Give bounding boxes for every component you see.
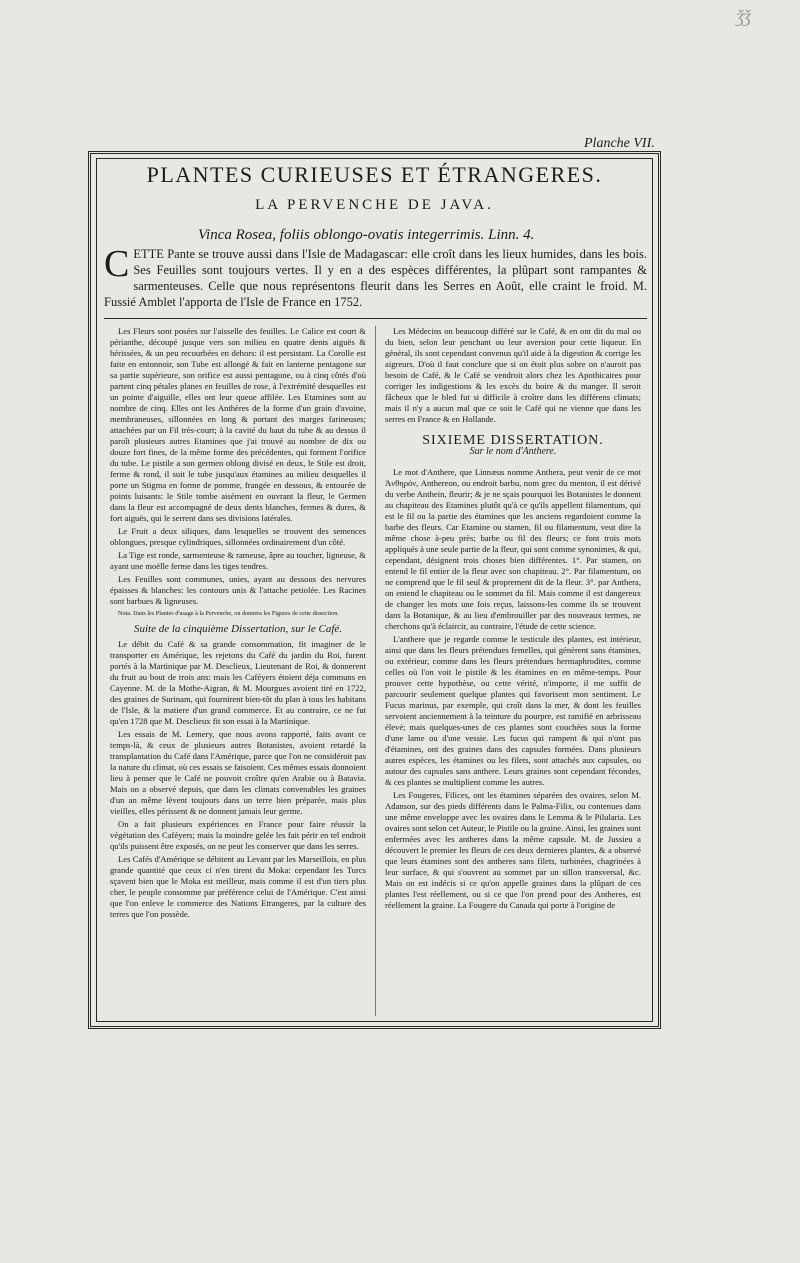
section-heading: Suite de la cinquième Dissertation, sur le Café. — [133, 622, 343, 635]
drop-cap: C — [104, 243, 130, 285]
body-paragraph: On a fait plusieurs expériences en France pour faire réussir la végétation des Caféyers; mais la moindre gelée les fait périr en tel endroit qu'ils puissent être exposés, on ne peut les conserver que dans les serres. — [110, 818, 366, 851]
page-title: PLANTES CURIEUSES ET ÉTRANGERES. — [146, 162, 603, 187]
body-paragraph: L'anthere que je regarde comme le testicule des plantes, est intérieur, ainsi que dans les fleurs prétendues femelles, qui génèrent sans étamines, ou extérieur, comme dans les fleurs prétendues hermaphrodites, comme celles où l'on voit le pistile & les étamines en en même-temps. Pour prouver cette hypothèse, ou cette vérité, n'importe, il me suffit de parcourir seulement quelque plantes qui favorisent mon sentiment. Le Fucus marinus, par exemple, qui croît dans la mer, & dont les feuilles servoient anciennement à la teinture du pourpre, est ramifié en arbrisseau élevé; mais quelques-unes de ces plantes sont couchées sous la forme d'une lame ou d'une vessie. Les fucus qui rampent & qui n'ont pas d'étamines, ont des graines dans des capsules formées. Dans plusieurs autres espèces, les étamines ou les filets, sont attachés aux capsules, ou autour des capsules sans anthere. Leurs graines sont cependant fécondes, & ces plantes se multiplient comme les autres. — [385, 634, 641, 787]
body-paragraph: Les Fougeres, Filices, ont les étamines séparées des ovaires, selon M. Adanson, sur des pieds différents dans le Palma-Filix, ou contenues dans une même enveloppe avec les ovaires dans le Lemma & le Pilularia. Les ovaires sont selon cet Auteur, le Pistile ou la graine. Ainsi, les graines sont enfermées avec les antheres dans la même capsule. M. de Jussieu a découvert le premier les fleurs de ces deux dernieres plantes, & a observé que leurs étamines sont des antheres sans filets, turbinées, chagrinées à leur surface, & qui s'ouvrent au sommet par un sillon transversal, &c. Mais on est indécis si ce qu'on appelle graines dans la plûpart de ces plantes l'est réellement, ou si ce que l'on prend pour des Antheres, est réellement la graine. La Fougere du Canada qui porte à l'origine de — [385, 790, 641, 910]
intro-paragraph — [104, 243, 647, 310]
body-paragraph: Le débit du Café & sa grande consommation, fit imaginer de le transporter en Amérique, les rejetons du Café du jardin du Roi, furent portés à la Martinique par M. Desclieux, Lieutenant de Roi, & donnerent du fruit au bout de trois ans: mais les Caféyers étoient déja communs en Cayenne. M. de la Mothe-Aigran, & M. Mourgues avoient tiré en 1722, des graines de Surinam, qui fournirent bien-tôt du plan à tous les habitans de l'Isle, & la matiere d'un grand commerce. Et au contraire, ce ne fut qu'en 1728 que M. Desclieux fit son essai à la Martinique. — [110, 638, 366, 726]
horizontal-divider — [104, 318, 647, 319]
body-paragraph: Les Médecins on beaucoup différé sur le Café, & en ont dit du mal ou du bien, selon leur penchant ou leur aversion pour cette liqueur. En général, ils sont cependant convenus qu'il aide à la digestion & corrige les aigreurs. D'où il faut conclure que si on étoit plus sobre on n'auroit pas besoin de Café, & le Café se vendroit alors chez les Apothicaires pour corriger les indigestions & les excès du boire & du manger. Il seroit fâcheux que le bled fut si difficile à croître dans les différens climats; mais il n'y a aucun mal que ce soit le Café qui ne vienne que dans les serres en France & en Hollande. — [385, 326, 641, 424]
body-paragraph: Le Fruit a deux siliques, dans lesquelles se trouvent des semences oblongues, presque cylindriques, sillonnées ordinairement d'un côté. — [110, 526, 366, 547]
section-heading: SIXIEME DISSERTATION. — [422, 433, 604, 448]
plant-title: LA PERVENCHE DE JAVA. — [255, 197, 494, 213]
body-paragraph: La Tige est ronde, sarmenteuse & rameuse, âpre au toucher, ligneuse, & ayant une moëlle ferme dans les tiges tendres. — [110, 550, 366, 571]
corner-ink-mark: ǯǯ — [736, 6, 750, 26]
column-divider — [375, 326, 376, 1016]
body-paragraph: Les Fleurs sont posées sur l'aisselle des feuilles. Le Calice est court & périanthe, découpé jusque vers son milieu en quatre dents aiguës & hérissées, & un peu recourbées en dehors: il est persistant. La Corolle est faite en entonnoir, son Tube est allongé & fait en lanterne pentagone sur sa partie supérieure, son orifice est aussi pentagone, ou à cinq côtés d'où partent cinq pétales planes en feuilles de rose, à l'extrémité desquelles est un pointe d'aiguille, elles ont leur queue affilée. Les Etamines sont au nombre de cinq. Elles ont les Anthères de la forme d'un grain d'avoine, membraneuses, sillonnées en long & portant des marges farineuses; attachées par un Fil très-court; à la cavité du haut du tube & au dessus il paroît plusieurs autres Etamines que j'ai trouvé au nombre de dix ou douze fort fines, de la même forme des précédentes, qui forment l'orifice du tube. Le pistile a son germen oblong divisé en deux, le Stile est droit, ferme & rond, il suit le tube jusqu'aux étamines au milieu desquelles il porte un Stigma en forme de pomme, frangée en dessous, & entourée de points luisants: le Stile tombe aisément en ouvrant la fleur, le Germen dans la fleur est accompagné de deux dents blanches, fermes & dures, & fort aiguës, qui le serrent dans ses divisions latérales. — [110, 326, 366, 523]
body-paragraph: Les Feuilles sont communes, unies, ayant au dessous des nervures épaisses & blanches: les contours unis & l'attache petiolée. Les Racines sont barbues & ligneuses. — [110, 574, 366, 606]
intro-text: ETTE Pante se trouve aussi dans l'Isle de Madagascar: elle croît dans les lieux humides, dans les bois. Ses Feuilles sont toujours vertes. Il y en a des espèces différentes, la plûpart sont rampantes & sarmenteuses. Celle que nous représentons fleurit dans les Serres en Août, elle craint le froid. M. Fussié Amblet l'apporta de l'Isle de France en 1752. — [104, 247, 647, 309]
section-subheading: Sur le nom d'Anthere. — [469, 446, 557, 457]
plate-label: Planche VII. — [584, 136, 655, 151]
body-paragraph: Le mot d'Anthere, que Linnæus nomme Anthera, peut venir de ce mot Ἀνθηρόν, Anthereon, ou endroit barbu, nom grec du menton, il est dérivé du verbe Anthein, fleurir; & je ne sçais pourquoi les Botanistes le donnent au chapiteau des Etamines plutôt qu'à ce qu'ils appellent filamentum, qui est le fil ou la partie des étamines que les anciens regardoient comme la barbe des fleurs. Car Etamine ou stamen, fil ou filamentum, veut dire la même chose à-peu près; barbe ou fil des fleurs; ce font trois mots appliqués à une seule partie de la fleur, qui sont comme synonimes, & qui, cependant, désignent trois choses bien différentes. 1°. Par stamen, on entend le fil entier de la fleur avec son chapiteau. 2°. Par filamentum, on ne comprend que le fil seul & proprement dit de la fleur. 3°. par Anthera, on entend le chapiteau ou le sommet du fil. Mais comme il est dangereux de changer les mots une fois reçus, laissons-les comme ils se trouvent dans la Botanique, & au lieu d'embrouiller par des nouveaux termes, ne cherchons qu'à éclaircir, au contraire, l'étude de cette science. — [385, 467, 641, 631]
right-column — [385, 326, 641, 913]
latin-name: Vinca Rosea, foliis oblongo-ovatis integerrimis. Linn. 4. — [198, 227, 535, 243]
body-paragraph: Les Cafés d'Amérique se débitent au Levant par les Marseillois, en plus grande quantité que ceux ci n'en tirent du Moka: cependant les Turcs sçavent bien que le Moka est meilleur, mais comme il est d'un tiers plus cher, le peuple consomme par préférence celui de l'Amérique. C'est ainsi que l'on enleve le commerce des Nations Etrangeres, par la culture des terres que l'on possède. — [110, 853, 366, 919]
body-paragraph: Les essais de M. Lemery, que nous avons rapporté, faits avant ce temps-là, & ceux de plusieurs autres Botanistes, avoient retardé la transplantation du Café dans l'Amérique, parce que l'on ne considéroit pas la nature du climat, où ces essais se faisoient. Ces mêmes essais donnoient lieu à penser que le Café ne pouvoit croître qu'en Arabie ou à Batavia. Mais on a observé depuis, que dans les climats convenables les graines d'un an même lèvent toujours dans un terre bien préparée, mais plus vieilles, elles périssent & ne donnent jamais leur germe. — [110, 728, 366, 816]
note-paragraph: Nota. Dans les Plantes d'usage à la Pervenche, on donnera les Figures de cette dissection. — [118, 610, 339, 617]
left-column — [110, 326, 366, 922]
